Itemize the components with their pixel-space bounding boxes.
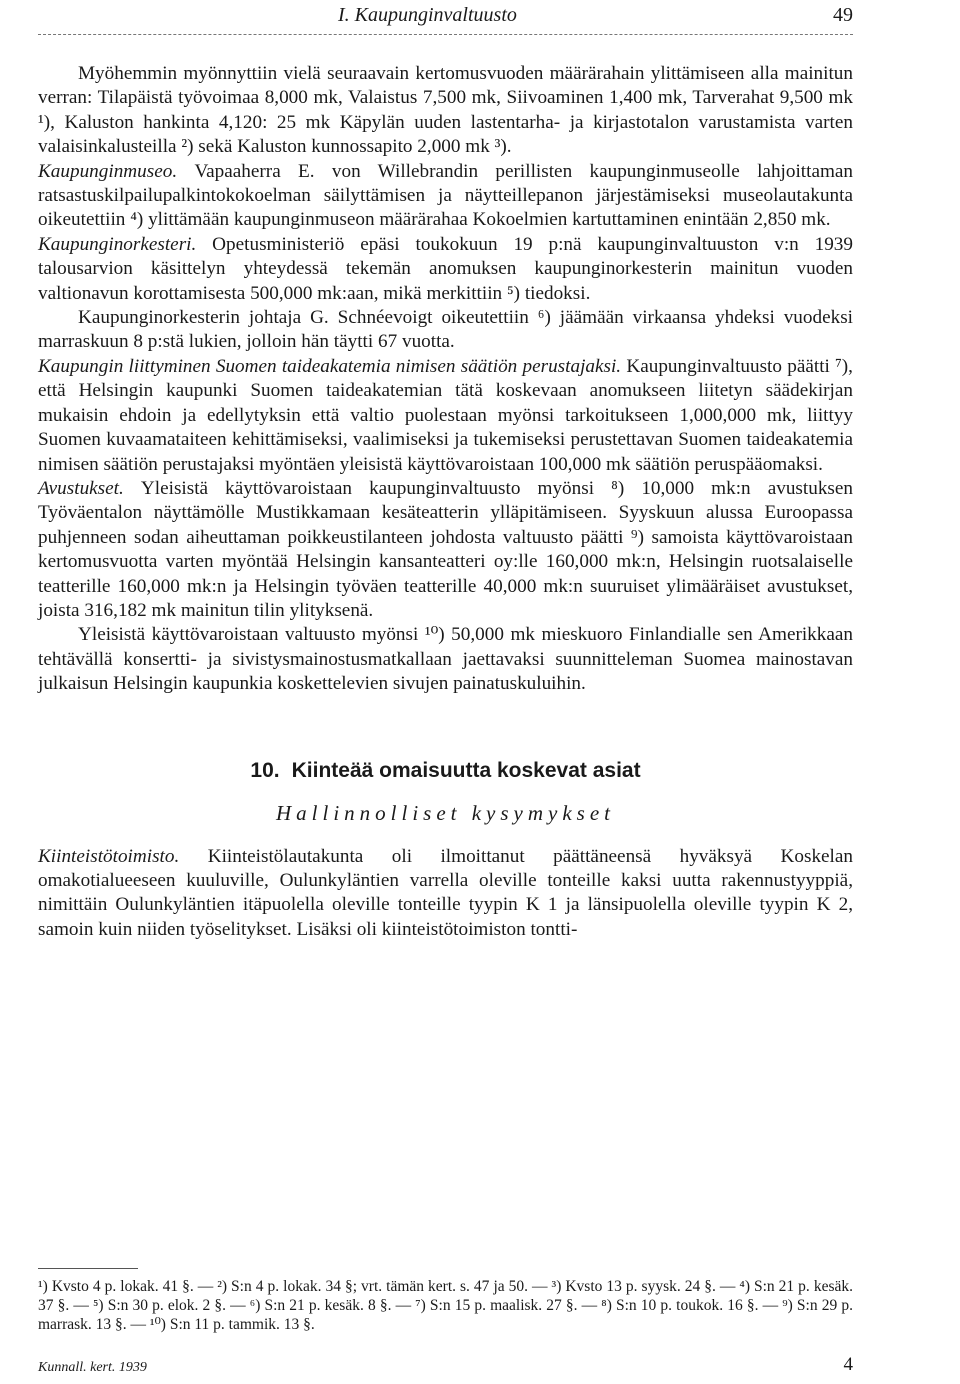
paragraph-text: Yleisistä käyttövaroistaan valtuusto myönsi ¹⁰) 50,000 mk mieskuoro Finlandialle sen Amerikkaan tehtävällä konsertti- ja sivistysmainostusmatkallaan jaettavaksi suunnitteleman Suomea mainostavan julkaisun Helsingin kaupunkia koskettelevien sivujen painatuskuluihin. (38, 624, 853, 695)
paragraph-text: Kaupunginvaltuusto päätti ⁷), että Helsingin kaupunki Suomen taideakatemian tätä koskevaan anomukseen liitetyn säädekirjan mukaisin ehdoin ja edellytyksin että valtio puolestaan myönsi tarkoitukseen 1,000,000 mk, liittyy Suomen kuvaamataiteen kehittämiseksi, vaalimiseksi ja tukemiseksi perustettavan Suomen taideakatemia nimisen säätiön perustajaksi myöntäen yleisistä käyttövaroistaan 100,000 mk säätiön peruspääomaksi. (38, 355, 853, 475)
paragraph-city-museum (38, 160, 853, 233)
section-subtitle: Hallinnolliset kysymykset (275, 800, 616, 825)
paragraph-rubric: Kaupunginorkesteri. (38, 233, 213, 255)
paragraph-text: Kiinteistölautakunta oli ilmoittanut päättäneensä hyväksyä Koskelan omakotialueeseen kuuluville, Oulunkyläntien varrella oleville tonteille kaksi uutta rakennustyyppiä, nimittäin Oulunkyläntien itäpuolella oleville tonteille tyypin K 1 ja länsipuolella oleville tyypin K 2, samoin kuin niiden työselitykset. Lisäksi oli kiinteistötoimiston tontti- (38, 845, 853, 940)
footnote-text: ¹) Kvsto 4 p. lokak. 41 §. — ²) S:n 4 p. lokak. 34 §; vrt. tämän kert. s. 47 ja 50. — ³) Kvsto 13 p. syysk. 24 §. — ⁴) S:n 21 p. kesäk. 37 §. — ⁵) S:n 30 p. elok. 2 §. — ⁶) S:n 21 p. kesäk. 8 §. — ⁷) S:n 15 p. maalisk. 27 §. — ⁸) S:n 10 p. toukok. 16 §. — ⁹) S:n 29 p. marrask. 13 §. — ¹⁰) S:n 11 p. tammik. 13 §. (38, 1278, 853, 1333)
paragraph-orchestra-director (38, 306, 853, 355)
running-header (38, 4, 853, 28)
section-heading (38, 757, 853, 785)
paragraph-text: Opetusministeriö epäsi toukokuun 19 p:nä kaupunginvaltuuston v:n 1939 talousarvion käsittelyn yhteydessä tekemän anomuksen kaupunginorkesterin mainitun vuoden valtionavun korottamisesta 500,000 mk:aan, mikä merkittiin ⁵) tiedoksi. (38, 233, 853, 304)
section-title: Kiinteää omaisuutta koskevat asiat (291, 758, 641, 782)
page-number: 49 (833, 4, 853, 26)
paragraph-rubric: Kaupungin liittyminen Suomen taideakatemia nimisen säätiön perustajaksi. (38, 355, 627, 377)
footnote-rule (38, 1268, 138, 1269)
header-rule (38, 34, 853, 35)
paragraph-appropriations (38, 62, 853, 160)
paragraph-rubric: Avustukset. (38, 477, 141, 499)
paragraph-rubric: Kaupunginmuseo. (38, 160, 195, 182)
paragraph-city-orchestra (38, 233, 853, 306)
signature-mark: 4 (843, 1354, 853, 1375)
paragraph-real-estate-office (38, 845, 853, 943)
paragraph-grants (38, 477, 853, 623)
paragraph-art-academy (38, 355, 853, 477)
paragraph-text: Myöhemmin myönnyttiin vielä seuraavain kertomusvuoden määrärahain ylittämiseen alla mainitun verran: Tilapäistä työvoimaa 8,000 mk, Valaistus 7,500 mk, Siivoaminen 1,400 mk, Tarverahat 9,500 mk ¹), Kaluston hankinta 4,120: 25 mk Käpylän uuden lastentarha- ja kirjastotalon varustamista varten valaisinkalusteilla ²) sekä Kaluston kunnossapito 2,000 mk ³). (38, 63, 853, 158)
footnotes (38, 1268, 853, 1334)
running-title: I. Kaupunginvaltuusto (338, 4, 517, 26)
paragraph-rubric: Kiinteistötoimisto. (38, 845, 208, 867)
paragraph-text: Vapaaherra E. von Willebrandin perillisten kaupunginmuseolle lahjoittaman ratsastuskilpailupalkintokokoelman säilyttämisen ja näytteillepanon järjestämiseksi museolautakunta oikeutettiin ⁴) ylittämään kaupunginmuseon määrärahaa Kokoelmien kartuttaminen enintään 2,850 mk. (38, 160, 854, 231)
body-text (38, 62, 853, 942)
section-number: 10. (250, 758, 280, 782)
paragraph-choir-grant (38, 623, 853, 696)
page-footer (38, 1356, 853, 1380)
paragraph-text: Yleisistä käyttövaroistaan kaupunginvaltuusto myönsi ⁸) 10,000 mk:n avustuksen Työväentalon näyttämölle Mustikkamaan kesäteatterin ylläpitämiseen. Syyskuun alussa Euroopassa puhjenneen sodan aiheuttaman poikkeustilanteen johdosta valtuusto päätti ⁹) samoista käyttövaroistaan kertomusvuotta varten myöntää Helsingin kansanteatteri oy:lle 160,000 mk:n, Helsingin ruotsalaiselle teatterille 160,000 mk:n ja Helsingin työväen teatterille 40,000 mk:n suuruiset ylimääräiset avustukset, joista 316,182 mk mainitun tilin ylityksenä. (38, 477, 853, 621)
footer-series: Kunnall. kert. 1939 (38, 1360, 147, 1375)
paragraph-text: Kaupunginorkesterin johtaja G. Schnéevoigt oikeutettiin ⁶) jäämään virkaansa yhdeksi vuodeksi marraskuun 8 p:stä lukien, jolloin hän täytti 67 vuotta. (38, 307, 853, 353)
